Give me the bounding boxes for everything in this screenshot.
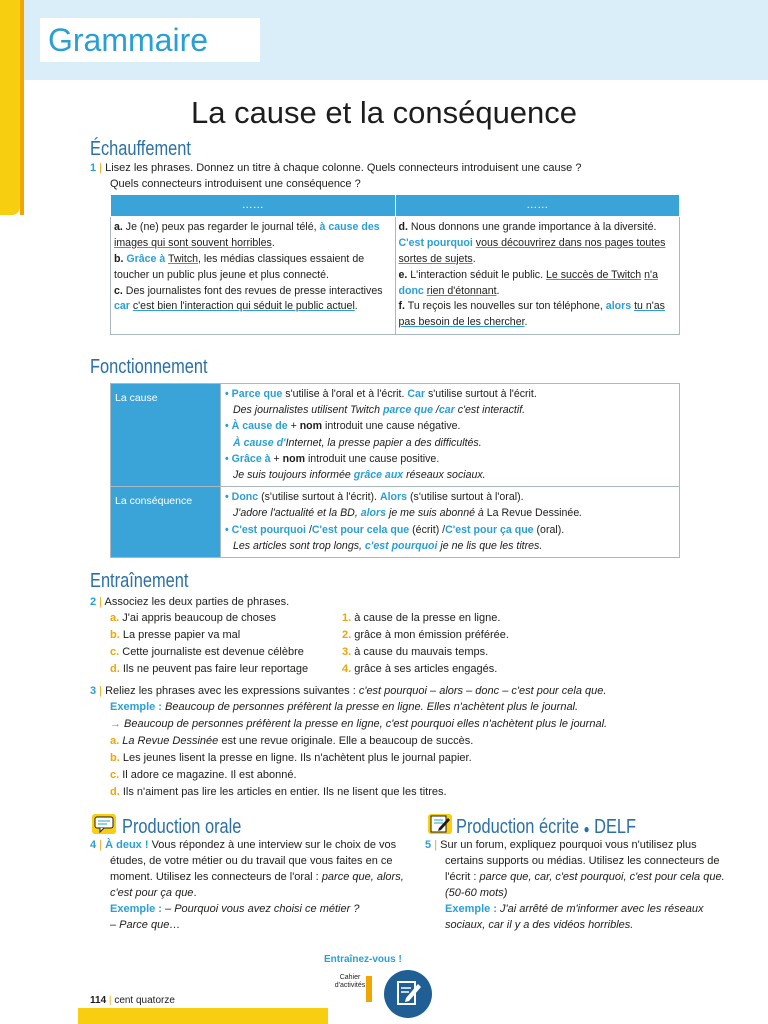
- left-col: [111, 217, 396, 335]
- label-cause: La cause: [111, 384, 221, 487]
- q1: 1 | Lisez les phrases. Donnez un titre à chaque colonne. Quels connecteurs introduisent une cause ? Quels connecteurs introduisent une conséquence ?: [90, 162, 582, 190]
- label-consequence: La conséquence: [111, 487, 221, 558]
- cause-rules: • Parce que s'utilise à l'oral et à l'écrit. Car s'utilise surtout à l'écrit. Des journalistes utilisent Twitch parce que /car c'est interactif. • À cause de + nom introduit une cause négative. À cause d'Internet, la presse papier a des difficultés. • Grâce à + nom introduit une cause positive. Je suis toujours informée grâce aux réseaux sociaux.: [221, 384, 680, 487]
- left-a: a. J'ai appris beaucoup de choses: [110, 612, 277, 624]
- pencil-mark: [366, 976, 372, 1002]
- q3-item-a: a. La Revue Dessinée est une revue originale. Elle a beaucoup de succès.: [110, 735, 474, 747]
- page-number: 114 | cent quatorze: [90, 995, 175, 1006]
- page-title: La cause et la conséquence: [190, 95, 578, 130]
- heading-production-ecrite: Production écrite ● DELF: [456, 816, 637, 838]
- writing-icon: [428, 814, 452, 834]
- heading-entrainement: Entraînement: [90, 570, 189, 592]
- cahier-icon[interactable]: [384, 970, 432, 1018]
- entrainez-vous: Entraînez-vous !: [324, 954, 402, 965]
- q4: 4 | À deux ! Vous répondez à une interview sur le choix de vos études, de votre métier ou du travail que vous faites en ce moment. Utilisez les connecteurs de l'oral : parce que, alors, c'est pour ça que. Exemple : – Pourquoi vous avez choisi ce métier ? – Parce que…: [90, 839, 404, 931]
- fonctionnement-table: [110, 383, 680, 558]
- q3-item-c: c. Il adore ce magazine. Il est abonné.: [110, 769, 297, 781]
- speech-icon: [92, 814, 116, 834]
- consequence-rules: • Donc (s'utilise surtout à l'écrit). Alors (s'utilise surtout à l'oral). J'adore l'actualité et la BD, alors je me suis abonné à La Revue Dessinée. • C'est pourquoi /C'est pour cela que (écrit) /C'est pour ça que (oral). Les articles sont trop longs, c'est pourquoi je ne lis que les titres.: [221, 487, 680, 558]
- cahier-label: Cahier d'activités: [334, 974, 366, 990]
- q3-answer: → Beaucoup de personnes préfèrent la presse en ligne, c'est pourquoi elles n'achètent plus le journal.: [110, 718, 608, 730]
- left-d: d. Ils ne peuvent pas faire leur reportage: [110, 663, 309, 675]
- heading-fonctionnement: Fonctionnement: [90, 356, 208, 378]
- right-col: [395, 217, 680, 335]
- col-header-2: ……: [395, 195, 680, 217]
- left-c: c. Cette journaliste est devenue célèbre: [110, 646, 304, 658]
- right-4: 4. grâce à ses articles engagés.: [342, 663, 498, 675]
- q5: 5 | Sur un forum, expliquez pourquoi vous n'utilisez plus certains supports ou médias. Utilisez les connecteurs de l'écrit : parce que, car, c'est pourquoi, c'est pour cela que. (50-60 mots) Exemple : J'ai arrêté de m'informer avec les réseaux sociaux, car il y a des vidéos horribles.: [425, 839, 725, 931]
- item-e: e. L'interaction séduit le public. Le succès de Twitch n'a donc rien d'étonnant.: [398, 268, 658, 297]
- q3-item-d: d. Ils n'aiment pas lire les articles en entier. Ils ne lisent que les titres.: [110, 786, 447, 798]
- heading-production-orale: Production orale: [122, 816, 242, 838]
- heading-echauffement: Échauffement: [90, 138, 191, 160]
- item-b: b. Grâce à Twitch, les médias classiques essaient de toucher un public plus jeune et plus connecté.: [114, 252, 365, 281]
- section-label: Grammaire: [40, 18, 260, 62]
- q3-item-b: b. Les jeunes lisent la presse en ligne. Ils n'achètent plus le journal papier.: [110, 752, 472, 764]
- right-2: 2. grâce à mon émission préférée.: [342, 629, 509, 641]
- q2: 2 | Associez les deux parties de phrases.: [90, 596, 290, 608]
- q3-example: Exemple : Beaucoup de personnes préfèrent la presse en ligne. Elles n'achètent plus le journal.: [110, 701, 579, 713]
- item-f: f. Tu reçois les nouvelles sur ton téléphone, alors tu n'as pas besoin de les chercher.: [398, 300, 665, 329]
- col-header-1: ……: [111, 195, 396, 217]
- item-d: d. Nous donnons une grande importance à la diversité. C'est pourquoi vous découvrirez dans nos pages toutes sortes de sujets.: [398, 221, 666, 265]
- echauffement-table: [110, 194, 680, 335]
- footer-yellow-bar: [78, 1008, 328, 1024]
- left-b: b. La presse papier va mal: [110, 629, 241, 641]
- item-c: c. Des journalistes font des revues de presse interactives car c'est bien l'interaction qui séduit le public actuel.: [114, 284, 383, 313]
- item-a: a. Je (ne) peux pas regarder le journal télé, à cause des images qui sont souvent horribles.: [114, 221, 380, 249]
- right-3: 3. à cause du mauvais temps.: [342, 646, 489, 658]
- q3: 3 | Reliez les phrases avec les expressions suivantes : c'est pourquoi – alors – donc – c'est pour cela que.: [90, 685, 607, 697]
- right-1: 1. à cause de la presse en ligne.: [342, 612, 501, 624]
